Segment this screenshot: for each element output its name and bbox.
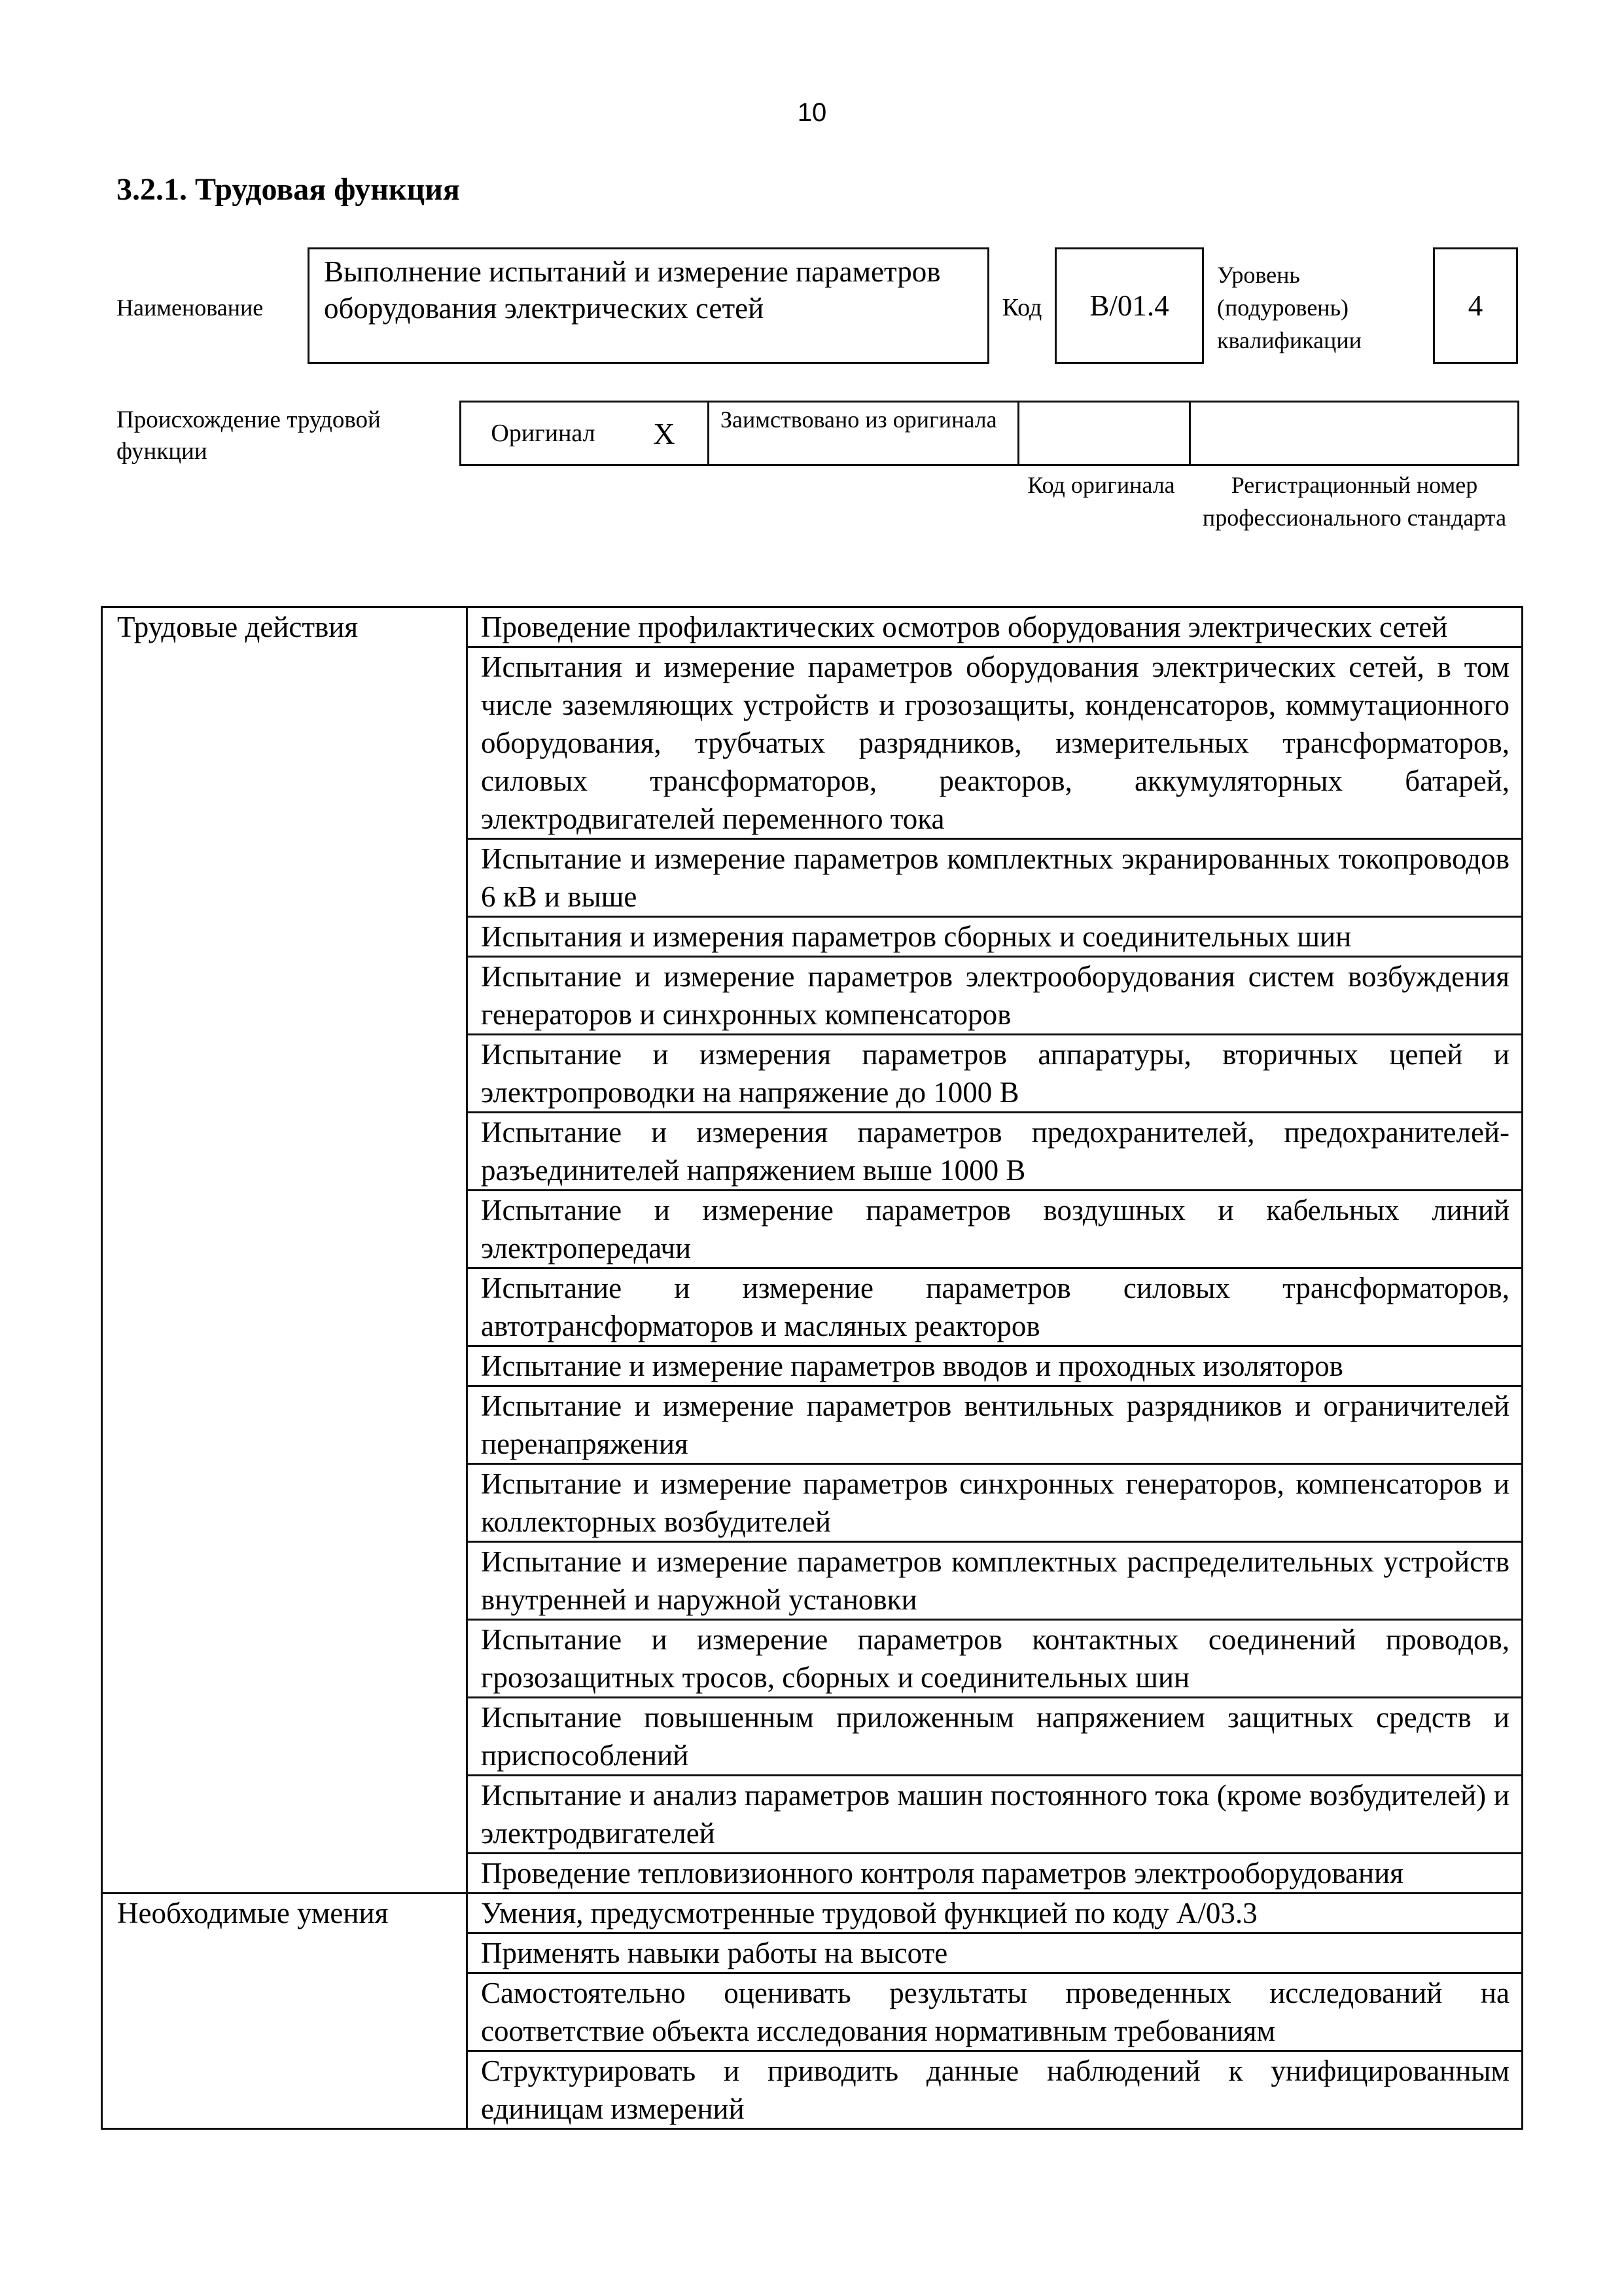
- action-cell: Проведение тепловизионного контроля параметров электрооборудования: [467, 1854, 1523, 1893]
- level-label: Уровень (подуровень) квалификации: [1217, 262, 1362, 353]
- action-cell: Испытания и измерения параметров сборных и соединительных шин: [467, 917, 1523, 957]
- name-value: Выполнение испытаний и измерение параметров оборудования электрических сетей: [308, 247, 989, 364]
- action-cell: Испытание и измерение параметров силовых трансформаторов, автотрансформаторов и масляных реакторов: [467, 1268, 1523, 1346]
- action-cell: Испытание и измерение параметров вентильных разрядников и ограничителей перенапряжения: [467, 1386, 1523, 1464]
- action-cell: Испытание и анализ параметров машин постоянного тока (кроме возбудителей) и электродвигателей: [467, 1776, 1523, 1854]
- level-value: 4: [1433, 247, 1518, 364]
- action-cell: Испытание и измерение параметров вводов и проходных изоляторов: [467, 1346, 1523, 1386]
- code-value: B/01.4: [1055, 247, 1204, 364]
- action-cell: Испытание и измерение параметров контактных соединений проводов, грозозащитных тросов, сборных и соединительных шин: [467, 1620, 1523, 1698]
- original-label: Оригинал: [491, 420, 595, 447]
- action-cell: Испытание повышенным приложенным напряжением защитных средств и приспособлений: [467, 1698, 1523, 1776]
- action-cell: Испытание и измерение параметров синхронных генераторов, компенсаторов и коллекторных возбудителей: [467, 1464, 1523, 1542]
- table-row: [102, 1893, 1523, 1933]
- skill-cell: Умения, предусмотренные трудовой функцией по коду A/03.3: [467, 1893, 1523, 1933]
- action-cell: Испытания и измерение параметров оборудования электрических сетей, в том числе заземляющих устройств и грозозащиты, конденсаторов, коммутационного оборудования, трубчатых разрядников, измерительных трансформаторов, силовых трансформаторов, реакторов, аккумуляторных батарей, электродвигателей переменного тока: [467, 647, 1523, 839]
- origin-label: Происхождение трудовой функции: [116, 406, 381, 465]
- borrowed-label: Заимствовано из оригинала: [720, 406, 997, 433]
- action-cell: Испытание и измерения параметров аппаратуры, вторичных цепей и электропроводки на напряжение до 1000 В: [467, 1035, 1523, 1113]
- origin-divider: [707, 403, 709, 464]
- skill-cell: Самостоятельно оценивать результаты проведенных исследований на соответствие объекта исследования нормативным требованиям: [467, 1973, 1523, 2051]
- labour-function-table: [101, 606, 1523, 2130]
- name-label: Наименование: [116, 295, 264, 321]
- action-cell: Испытание и измерение параметров электрооборудования систем возбуждения генераторов и синхронных компенсаторов: [467, 957, 1523, 1035]
- code-label: Код: [1002, 294, 1042, 321]
- origin-divider: [1017, 403, 1019, 464]
- action-cell: Испытание и измерение параметров комплектных экранированных токопроводов 6 кВ и выше: [467, 839, 1523, 917]
- skill-cell: Применять навыки работы на высоте: [467, 1933, 1523, 1973]
- category-cell: Необходимые умения: [102, 1893, 467, 2129]
- original-mark: X: [653, 416, 675, 450]
- page-number: 10: [797, 98, 827, 127]
- section-heading: 3.2.1. Трудовая функция: [116, 172, 460, 207]
- action-cell: Проведение профилактических осмотров оборудования электрических сетей: [467, 607, 1523, 647]
- origin-table: [459, 401, 1519, 466]
- table-row: [102, 607, 1523, 647]
- action-cell: Испытание и измерение параметров комплектных распределительных устройств внутренней и наружной установки: [467, 1542, 1523, 1620]
- skill-cell: Структурировать и приводить данные наблюдений к унифицированным единицам измерений: [467, 2051, 1523, 2129]
- action-cell: Испытание и измерения параметров предохранителей, предохранителей-разъединителей напряжением выше 1000 В: [467, 1113, 1523, 1191]
- reg-number-caption: Регистрационный номер профессионального стандарта: [1202, 472, 1507, 531]
- original-code-caption: Код оригинала: [1027, 472, 1175, 498]
- category-cell: Трудовые действия: [102, 607, 467, 1893]
- action-cell: Испытание и измерение параметров воздушных и кабельных линий электропередачи: [467, 1191, 1523, 1268]
- origin-divider: [1189, 403, 1191, 464]
